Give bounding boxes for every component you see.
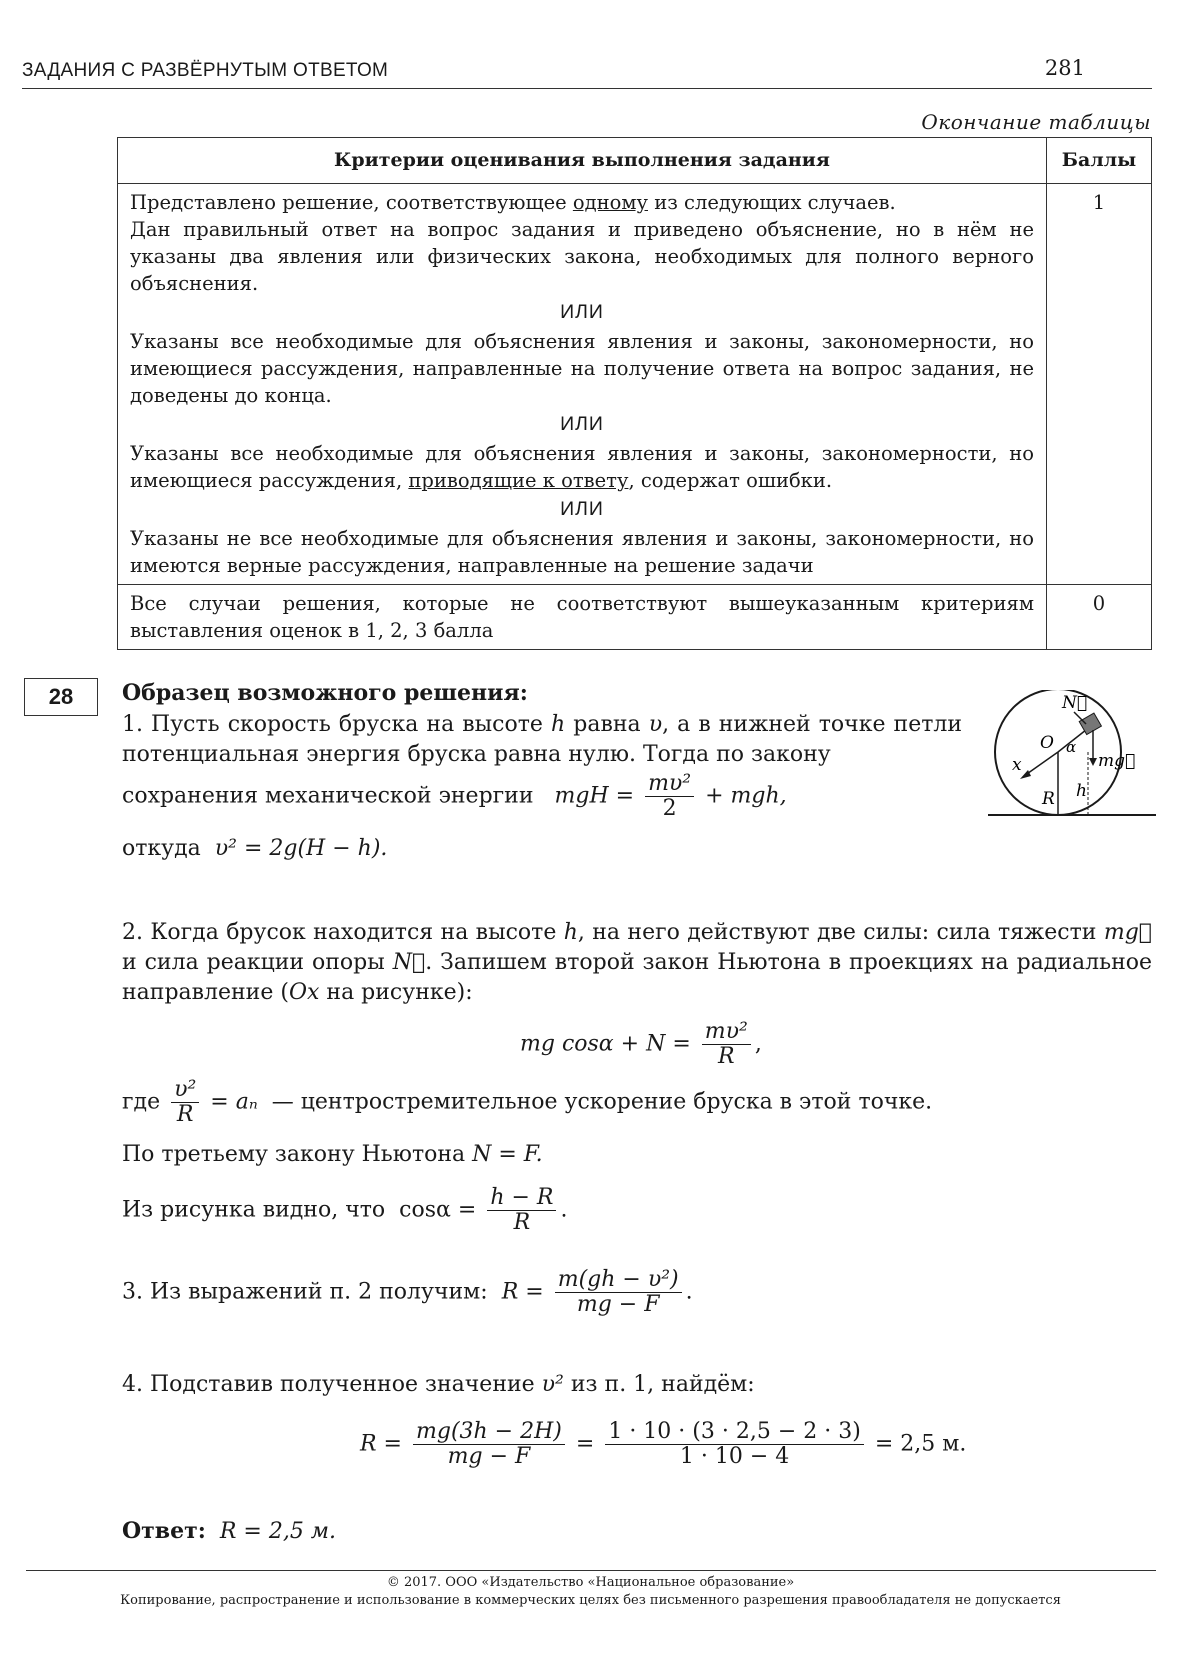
table-row <box>118 184 1152 585</box>
step1-text: 1. Пусть скорость бруска на высоте h равна υ, а в нижней точке петли потенциальная энергия бруска равна нулю. Тогда по закону <box>122 712 963 767</box>
score-cell: 1 <box>1047 184 1152 585</box>
intro-line: Представлено решение, соответствующее одному из следующих случаев. <box>130 191 896 214</box>
velocity-result: откуда υ² = 2g(H − h). <box>122 836 388 861</box>
label-h: h <box>1076 781 1087 801</box>
criteria-cell <box>118 184 1047 585</box>
copyright: © 2017. ООО «Издательство «Национальное образование» <box>386 1575 795 1590</box>
criteria-table <box>117 137 1152 650</box>
step2-text: 2. Когда брусок находится на высоте h, на него действуют две силы: сила тяжести mg⃗ и сила реакции опоры N⃗. Запишем второй закон Ньютона в проекциях на радиальное направление (Ox на рисунке): <box>122 920 1152 1005</box>
or-separator: ИЛИ <box>560 498 604 520</box>
criteria-header: Критерии оценивания выполнения задания <box>118 138 1047 184</box>
step4-line: 4. Подставив полученное значение υ² из п. 1, найдём: <box>122 1372 755 1397</box>
or-separator: ИЛИ <box>560 301 604 323</box>
label-x: x <box>1012 755 1022 775</box>
label-O: O <box>1040 733 1054 753</box>
score-cell: 0 <box>1047 585 1152 650</box>
header-divider <box>22 88 1152 89</box>
label-mg: mg⃗ <box>1098 751 1136 771</box>
case-text: Дан правильный ответ на вопрос задания и приведено объяснение, но в нём не указаны два явления или физических закона, необходимых для полного верного объяснения. <box>130 218 1034 295</box>
step3-line: 3. Из выражений п. 2 получим: R = $\frac{\text{m(gh − υ²)}}{mg - F}$ . <box>122 1267 693 1317</box>
footer-divider <box>26 1570 1156 1571</box>
case-text: Указаны все необходимые для объяснения явления и законы, закономерности, но имеющиеся рассуждения, направленные на получение ответа на вопрос задания, не доведены до конца. <box>130 330 1034 407</box>
cos-line: Из рисунка видно, что cosα = $\frac{h - R}{R}$ . <box>122 1185 568 1235</box>
block-icon <box>1079 713 1101 734</box>
label-alpha: α <box>1066 738 1077 756</box>
label-R: R <box>1042 789 1055 809</box>
task-number-box: 28 <box>24 678 98 716</box>
gravity-arrow <box>1089 758 1097 766</box>
newton-equation: mg cosα + N = $\frac{\text{mυ²}}{R}$ , <box>520 1019 762 1069</box>
energy-equation-line: сохранения механической энергии mgH = $\frac{\text{mυ²}}{2}$ + mgh, <box>122 771 787 821</box>
final-equation: R = $\frac{mg(3h - 2H)}{mg - F}$ = $\frac{1 \cdot 10 \cdot (3 \cdot 2,5 - 2 \cdot 3)}{1 \cdot 10 - 4}$ = 2,5 м. <box>360 1419 967 1469</box>
case-text: Указаны не все необходимые для объяснения явления и законы, закономерности, но имеются верные рассуждения, направленные на решение задачи <box>130 527 1034 577</box>
label-N: N⃗ <box>1062 693 1088 713</box>
or-separator: ИЛИ <box>560 413 604 435</box>
copyright-notice: Копирование, распространение и использование в коммерческих целях без письменного разрешения правообладателя не допускается <box>120 1593 1061 1608</box>
points-header: Баллы <box>1047 138 1152 184</box>
solution-title: Образец возможного решения: <box>122 680 528 706</box>
page-number: 281 <box>1044 56 1085 80</box>
case-text: Указаны все необходимые для объяснения явления и законы, закономерности, но имеющиеся рассуждения, приводящие к ответу, содержат ошибки. <box>130 442 1034 492</box>
acceleration-line: где $\frac{\text{υ²}}{R}$ = aₙ — центростремительное ускорение бруска в этой точке. <box>122 1077 933 1127</box>
loop-diagram <box>988 690 1158 825</box>
answer-line: Ответ: R = 2,5 м. <box>122 1518 337 1544</box>
section-header: ЗАДАНИЯ С РАЗВЁРНУТЫМ ОТВЕТОМ <box>22 60 389 81</box>
table-caption: Окончание таблицы <box>921 110 1151 134</box>
third-law-line: По третьему закону Ньютона N = F. <box>122 1142 543 1167</box>
table-row <box>118 585 1152 650</box>
criteria-cell: Все случаи решения, которые не соответствуют вышеуказанным критериям выставления оценок в 1, 2, 3 балла <box>118 585 1047 650</box>
